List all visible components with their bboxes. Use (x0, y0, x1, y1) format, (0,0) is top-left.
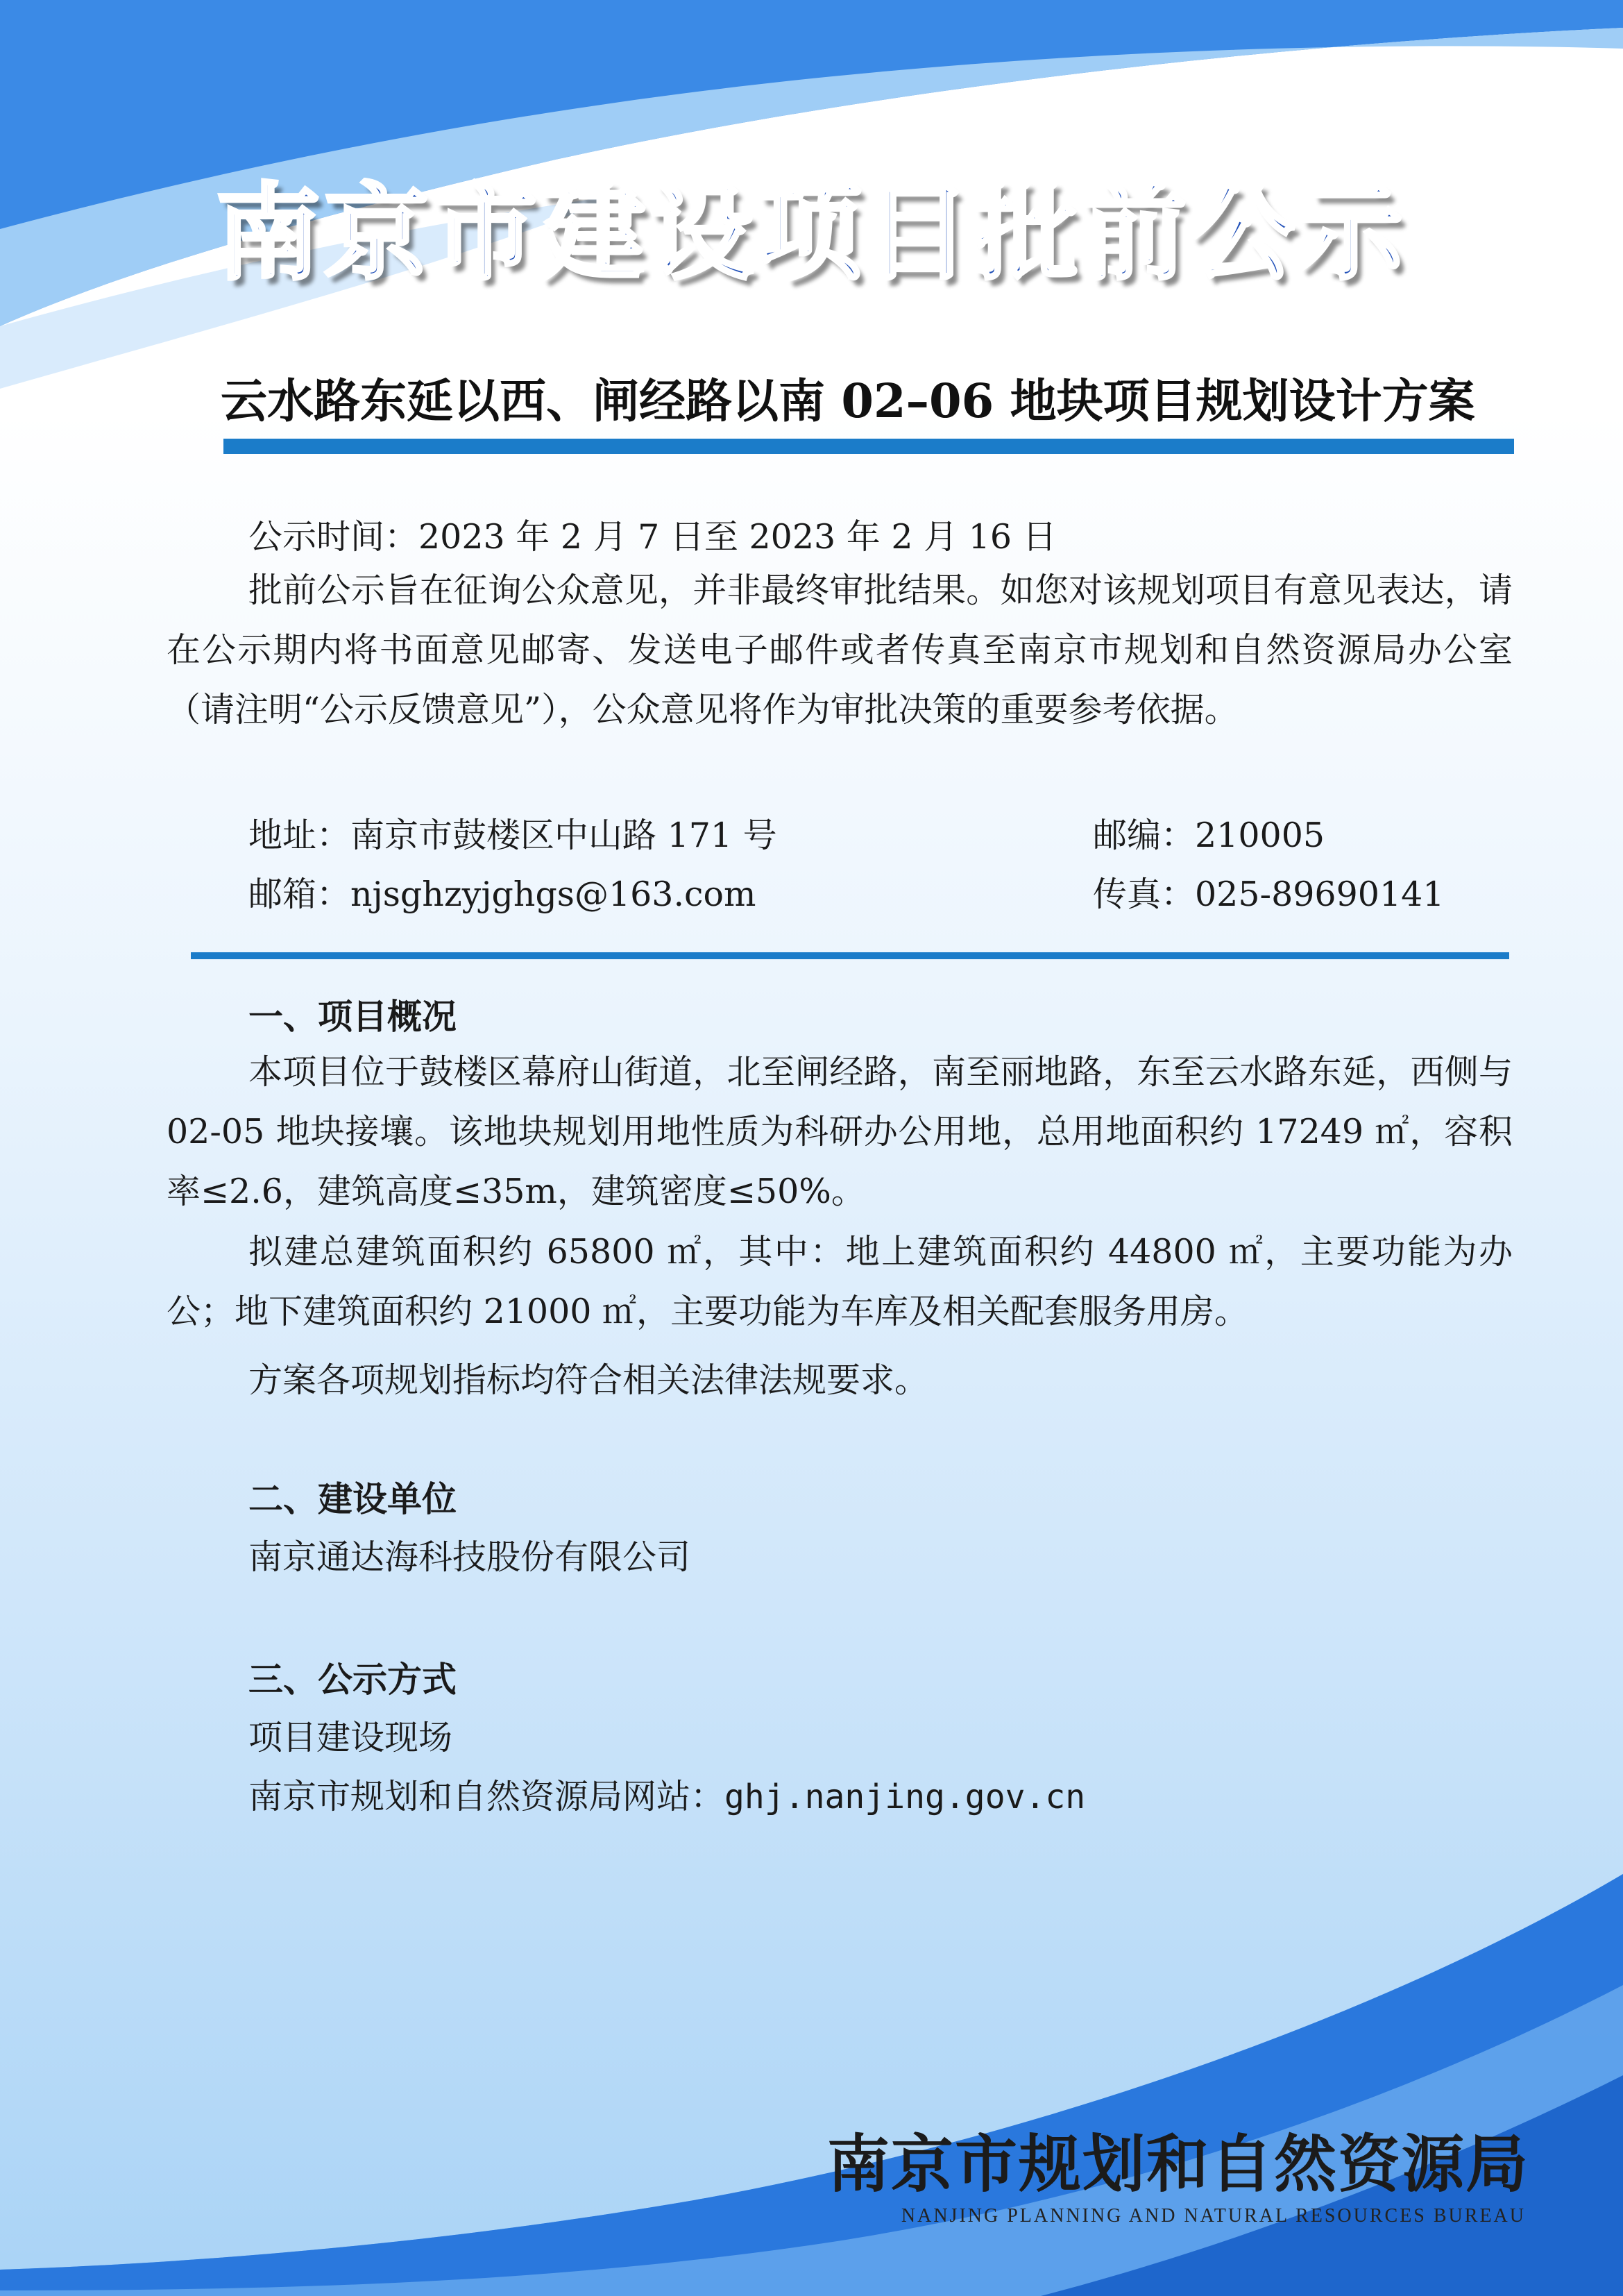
notice-intro: 批前公示旨在征询公众意见，并非最终审批结果。如您对该规划项目有意见表达，请在公示期内将书面意见邮寄、发送电子邮件或者传真至南京市规划和自然资源局办公室（请注明“公示反馈意见”），公众意见将作为审批决策的重要参考依据。 (167, 571, 1513, 729)
contact-email: 邮箱：njsghzyjghgs@163.com (248, 875, 756, 914)
section-heading-builder: 二、建设单位 (248, 1479, 457, 1519)
overview-paragraph-2: 拟建总建筑面积约 65800 ㎡，其中：地上建筑面积约 44800 ㎡，主要功能为办公；地下建筑面积约 21000 ㎡，主要功能为车库及相关配套服务用房。 (167, 1232, 1513, 1331)
section-divider (191, 952, 1509, 959)
contact-address: 地址：南京市鼓楼区中山路 171 号 (248, 816, 777, 855)
website-url: ghj.nanjing.gov.cn (724, 1778, 1086, 1816)
section-heading-overview: 一、项目概况 (248, 997, 457, 1037)
footer-organization-en: NANJING PLANNING AND NATURAL RESOURCES BUREAU (901, 2205, 1526, 2227)
method-item-site: 项目建设现场 (248, 1718, 453, 1757)
overview-paragraph-1: 本项目位于鼓楼区幕府山街道，北至闸经路，南至丽地路，东至云水路东延，西侧与 02-05 地块接壤。该地块规划用地性质为科研办公用地，总用地面积约 17249 ㎡，容积率≤2.6，建筑高度≤35m，建筑密度≤50%。 (167, 1052, 1513, 1211)
builder-name: 南京通达海科技股份有限公司 (248, 1537, 691, 1577)
contact-postcode: 邮编：210005 (1093, 816, 1325, 855)
notice-period: 公示时间：2023 年 2 月 7 日至 2023 年 2 月 16 日 (248, 517, 1057, 557)
method-item-website (248, 1770, 1085, 1818)
contact-fax: 传真：025-89690141 (1093, 875, 1445, 914)
website-label: 南京市规划和自然资源局网站： (248, 1777, 725, 1816)
project-subtitle: 云水路东延以西、闸经路以南 02–06 地块项目规划设计方案 (221, 373, 1475, 428)
subtitle-underline (223, 439, 1514, 454)
footer-organization: 南京市规划和自然资源局 (827, 2127, 1529, 2201)
notice-title: 南京市建设项目批前公示 (216, 174, 1407, 294)
overview-paragraph-3: 方案各项规划指标均符合相关法律法规要求。 (248, 1360, 929, 1400)
section-heading-method: 三、公示方式 (248, 1660, 457, 1700)
